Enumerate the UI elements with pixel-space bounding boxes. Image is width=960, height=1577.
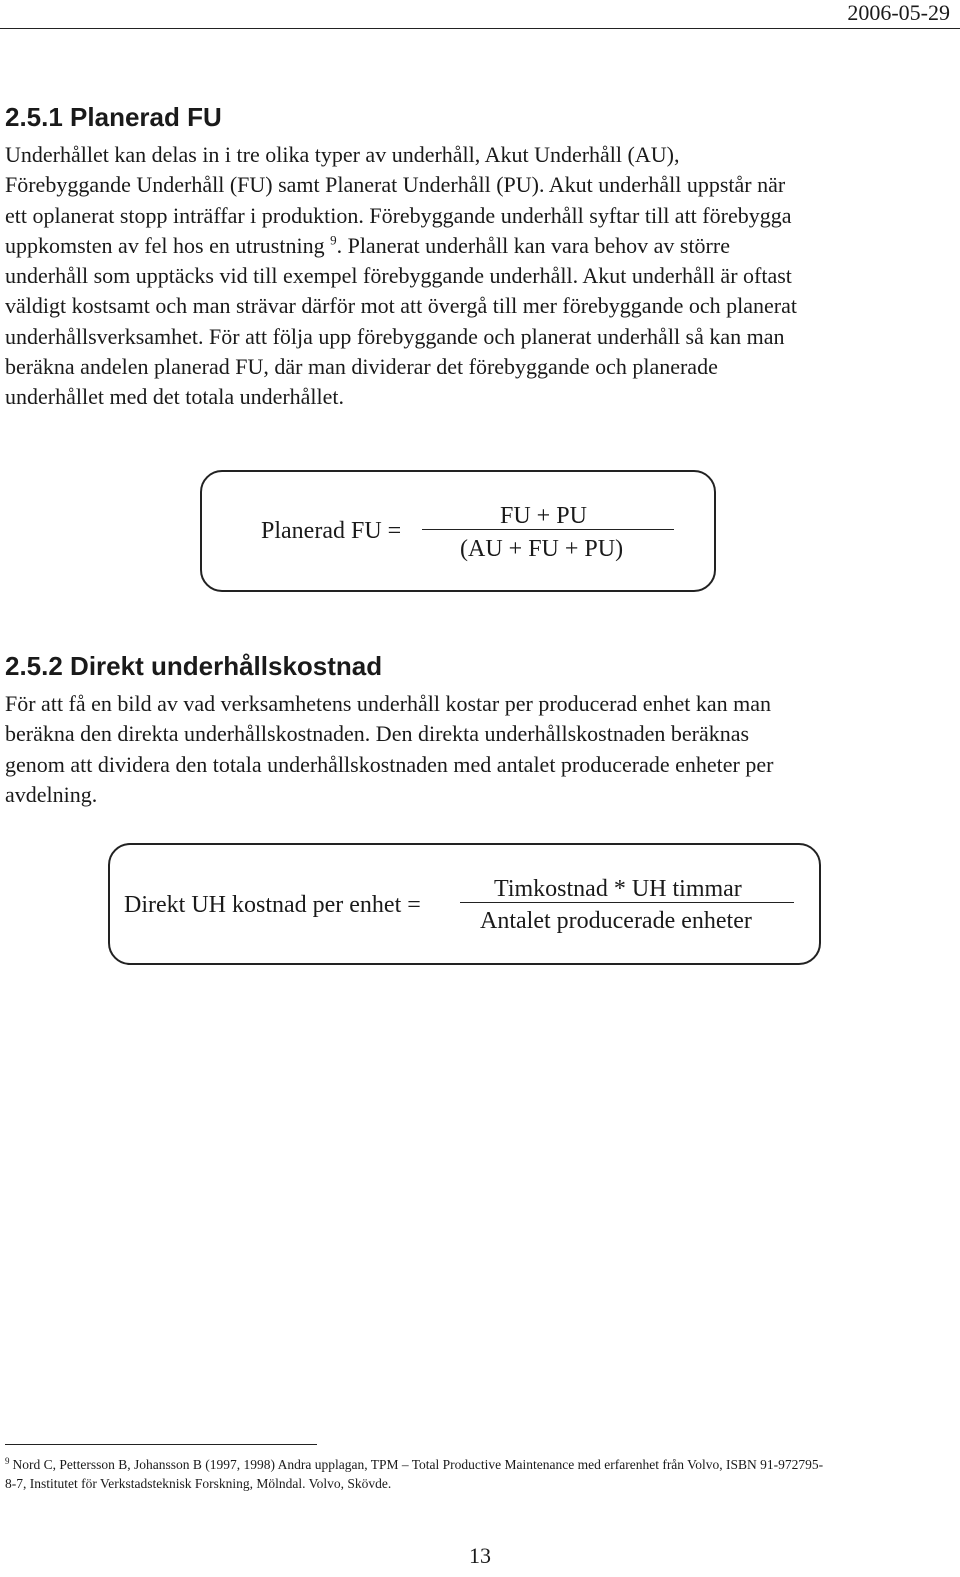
section2-paragraph [5, 689, 957, 810]
page-number: 13 [469, 1543, 491, 1568]
header-rule [0, 28, 960, 29]
paragraph-line: underhållet med det totala underhållet. [5, 384, 345, 410]
section1-paragraph [5, 140, 957, 413]
formula-box-planerad-fu [200, 470, 716, 592]
fraction-bar [422, 529, 674, 530]
footnote-reference: 9 [330, 232, 337, 248]
formula-lhs: Planerad FU = [261, 518, 402, 544]
page-date: 2006-05-29 [847, 0, 950, 25]
paragraph-line: beräkna den direkta underhållskostnaden. Den direkta underhållskostnaden beräknas [5, 721, 750, 747]
footnote-line: 8-7, Institutet för Verkstadsteknisk Forskning, Mölndal. Volvo, Skövde. [5, 1476, 392, 1491]
formula-numerator: Timkostnad * UH timmar [494, 876, 742, 902]
paragraph-line: Underhållet kan delas in i tre olika typer av underhåll, Akut Underhåll (AU), [5, 142, 680, 167]
paragraph-text: uppkomsten av fel hos en utrustning [5, 232, 325, 258]
paragraph-line: väldigt kostsamt och man strävar därför mot att övergå till mer förebyggande och planerat [5, 293, 797, 319]
paragraph-line: Förebyggande Underhåll (FU) samt Planerat Underhåll (PU). Akut underhåll uppstår när [5, 172, 786, 198]
footnote-number: 9 [5, 1455, 10, 1466]
paragraph-line: avdelning. [5, 781, 98, 807]
footnote [5, 1455, 955, 1493]
formula-denominator: (AU + FU + PU) [460, 536, 624, 562]
section-heading-planerad-fu: 2.5.1 Planerad FU [5, 102, 222, 132]
paragraph-line: För att få en bild av vad verksamhetens underhåll kostar per producerad enhet kan man [5, 691, 772, 716]
paragraph-line: beräkna andelen planerad FU, där man dividerar det förebyggande och planerade [5, 354, 718, 380]
footnote-text: Nord C, Pettersson B, Johansson B (1997, 1998) Andra upplagan, TPM – Total Productive Maintenance med erfarenhet från Volvo, ISBN 91-972795- [12, 1457, 824, 1472]
footnote-rule [5, 1444, 317, 1445]
paragraph-line: ett oplanerat stopp inträffar i produktion. Förebyggande underhåll syftar till att förebygga [5, 202, 792, 228]
paragraph-line: genom att dividera den totala underhållskostnaden med antalet producerade enheter per [5, 751, 774, 777]
fraction-bar [460, 902, 794, 903]
paragraph-line: underhåll som upptäcks vid till exempel förebyggande underhåll. Akut underhåll är oftast [5, 263, 792, 289]
formula-lhs: Direkt UH kostnad per enhet = [124, 892, 421, 918]
formula-box-direkt-uh-kostnad [108, 843, 821, 965]
paragraph-text: . Planerat underhåll kan vara behov av större [336, 232, 730, 258]
formula-numerator: FU + PU [500, 503, 587, 529]
paragraph-line-with-footnote [5, 231, 957, 261]
paragraph-line: underhållsverksamhet. För att följa upp förebyggande och planerat underhåll så kan man [5, 323, 785, 349]
formula-denominator: Antalet producerade enheter [480, 908, 752, 934]
footnote-line [5, 1455, 955, 1474]
section-heading-direkt-underhallskostnad: 2.5.2 Direkt underhållskostnad [5, 651, 383, 681]
